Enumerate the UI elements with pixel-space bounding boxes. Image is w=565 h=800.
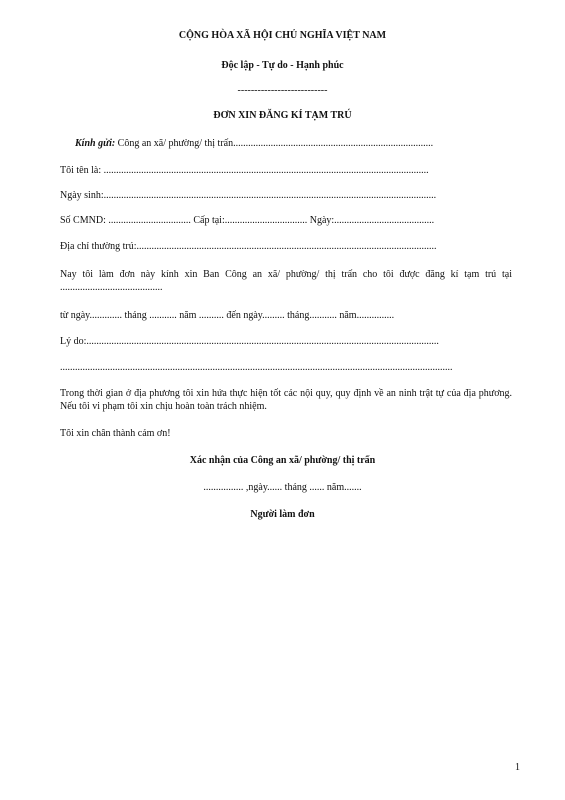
request-paragraph: Nay tôi làm đơn này kính xin Ban Công an xã/ phường/ thị trấn cho tôi được đăng kí tạm trú tại ......................................... bbox=[60, 269, 512, 293]
date-line: ................ ,ngày...... tháng ...... năm....... bbox=[203, 482, 362, 493]
form-title: ĐƠN XIN ĐĂNG KÍ TẠM TRÚ bbox=[213, 110, 352, 121]
reason-line-1: Lý do:............................................................................................................................................. bbox=[60, 336, 439, 347]
period-line: từ ngày............. tháng ........... năm .......... đến ngày......... tháng........... năm............... bbox=[60, 310, 395, 321]
confirmation-heading: Xác nhận của Công an xã/ phường/ thị trấn bbox=[189, 455, 376, 466]
name-field: Tôi tên là: .................................................................................................................................. bbox=[60, 165, 429, 176]
page-number: 1 bbox=[515, 762, 520, 773]
addressee-text: Công an xã/ phường/ thị trấn................................................................................ bbox=[115, 138, 434, 149]
country-header: CỘNG HÒA XÃ HỘI CHỦ NGHĨA VIỆT NAM bbox=[178, 30, 387, 41]
motto: Độc lập - Tự do - Hạnh phúc bbox=[221, 60, 344, 71]
signer-label: Người làm đơn bbox=[250, 509, 315, 520]
id-field: Số CMND: ................................. Cấp tại:................................. Ngày:........................................ bbox=[60, 215, 435, 226]
reason-line-2: ............................................................................................................................................................. bbox=[60, 362, 453, 373]
addressee-label: Kính gửi: bbox=[75, 138, 116, 149]
header-separator: --------------------------- bbox=[237, 85, 328, 96]
address-field: Địa chỉ thường trú:........................................................................................................................ bbox=[60, 241, 437, 252]
addressee-line bbox=[75, 138, 515, 149]
commitment-paragraph: Trong thời gian ở địa phương tôi xin hứa thực hiện tốt các nội quy, quy định về an ninh trật tự của địa phương. Nếu tôi vi phạm tôi xin chịu hoàn toàn trách nhiệm. bbox=[60, 388, 512, 412]
thanks-line: Tôi xin chân thành cảm ơn! bbox=[60, 428, 171, 439]
dob-field: Ngày sinh:..................................................................................................................................... bbox=[60, 190, 437, 201]
